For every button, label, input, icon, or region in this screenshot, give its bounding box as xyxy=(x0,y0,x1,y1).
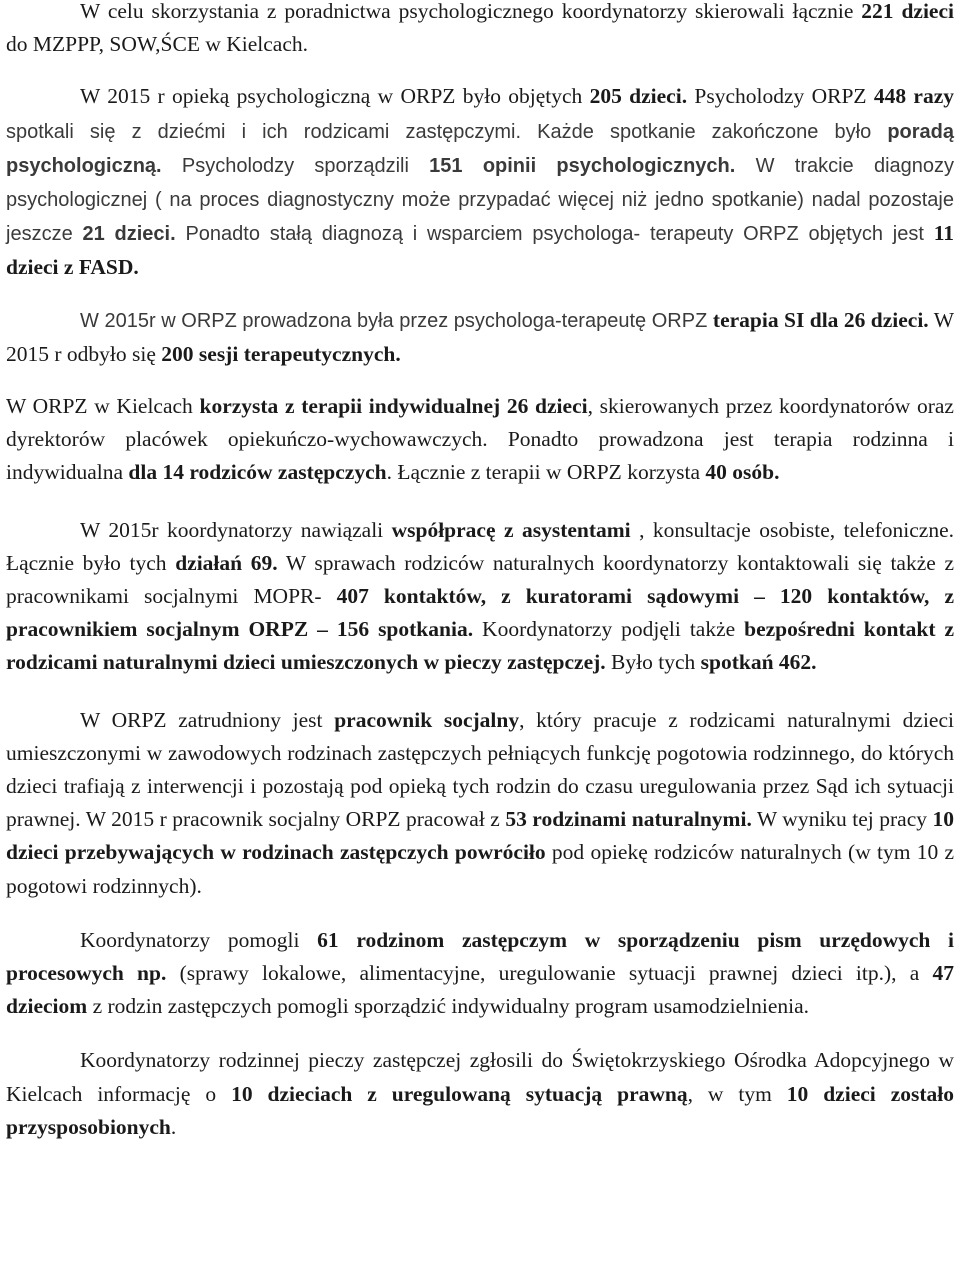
text-run: W wyniku tej pracy xyxy=(751,807,933,832)
emphasized-text: 47 dzieciom xyxy=(6,961,955,1019)
emphasized-text: pracownik socjalny xyxy=(334,707,520,732)
text-run: spotkali się z dziećmi i ich rodzicami zastępczymi xyxy=(6,120,516,143)
emphasized-text: 205 dzieci. xyxy=(589,84,688,109)
paragraph-social-worker xyxy=(6,704,954,903)
text-run: . xyxy=(170,1114,177,1139)
emphasized-text: działań 69. xyxy=(175,550,278,575)
text-run: . Każde spotkanie zakończone było xyxy=(515,120,888,143)
emphasized-text: bezpośredni kontakt z rodzicami naturalnymi dzieci umieszczonych w pieczy zastępczej. xyxy=(6,617,954,675)
text-run: , konsultacje osobiste, telefoniczne. Łącznie było tych xyxy=(6,517,955,575)
text-run: Psycholodzy sporządzili xyxy=(161,154,430,177)
emphasized-text: terapia SI dla 26 dzieci. xyxy=(712,307,929,332)
emphasized-text: dla 14 rodziców zastępczych xyxy=(128,460,387,485)
text-run: W 2015 r odbyło się xyxy=(6,307,954,366)
text-run: . Łącznie z terapii w ORPZ korzysta xyxy=(386,460,706,485)
text-run: Koordynatorzy rodzinnej pieczy zastępczej zgłosili do Świętokrzyskiego Ośrodka Adopcyjnego w Kielcach informację o xyxy=(6,1048,954,1106)
emphasized-text: 21 dzieci. xyxy=(82,223,176,246)
paragraph-individual-therapy xyxy=(6,390,954,490)
text-run: W sprawach rodziców naturalnych koordynatorzy kontaktowali się także z pracownikami socjalnymi MOPR- xyxy=(6,550,954,609)
text-run: W 2015r w ORPZ prowadzona była przez psychologa-terapeutę ORPZ xyxy=(80,309,713,332)
emphasized-text: 151 opinii psychologicznych. xyxy=(429,154,736,177)
text-run: Ponadto stałą diagnozą i wsparciem psychologa- terapeuty ORPZ objętych jest xyxy=(175,223,934,246)
emphasized-text: 61 rodzinom zastępczym w sporządzeniu pism urzędowych i procesowych np. xyxy=(6,927,954,986)
emphasized-text: spotkań 462. xyxy=(700,650,817,675)
emphasized-text: 10 dzieci przebywających w rodzinach zastępczych powróciło xyxy=(6,807,954,865)
text-run: W ORPZ zatrudniony jest xyxy=(80,707,335,732)
document-body xyxy=(6,0,954,1144)
text-run: z rodzin zastępczych pomogli sporządzić indywidualny program usamodzielnienia. xyxy=(87,994,810,1019)
text-run: , skierowanych przez koordynatorów oraz dyrektorów placówek opiekuńczo-wychowawczych. Ponadto prowadzona jest terapia rodzinna i indywidualna xyxy=(6,394,954,485)
emphasized-text: poradą psychologiczną. xyxy=(6,120,955,177)
text-run: W 2015r koordynatorzy nawiązali xyxy=(80,517,392,542)
text-run: W ORPZ w Kielcach xyxy=(6,394,200,419)
text-run: Koordynatorzy podjęli także xyxy=(473,617,745,642)
text-run: pod opiekę rodziców naturalnych (w tym 10 z pogotowi rodzinnych). xyxy=(6,840,955,898)
emphasized-text: 448 razy xyxy=(873,84,954,109)
text-run: (sprawy lokalowe, alimentacyjne, uregulowanie sytuacji prawnej dzieci itp.), a xyxy=(166,961,933,986)
text-run: , który pracuje z rodzicami naturalnymi dzieci umieszczonymi w zawodowych rodzinach zastępczych pełniących funkcję pogotowia rodzinnego, do których dzieci trafiają z interwencji i pozostają pod opieką tych rodzin do czasu uregulowania przez Sąd ich sytuacji prawnej. W 2015 r pracownik socjalny ORPZ pracował z xyxy=(6,707,954,832)
paragraph-official-documents xyxy=(6,924,954,1024)
emphasized-text: 221 dzieci xyxy=(861,0,954,23)
paragraph-cooperation xyxy=(6,514,954,680)
paragraph-adoption xyxy=(6,1044,954,1144)
text-run: , w tym xyxy=(687,1081,787,1106)
text-run: do MZPPP, SOW,ŚCE w Kielcach. xyxy=(6,32,309,57)
emphasized-text: współpracę z asystentami xyxy=(391,517,631,542)
emphasized-text: 53 rodzinami naturalnymi. xyxy=(505,807,752,832)
paragraph-referrals xyxy=(6,0,954,61)
emphasized-text: 11 dzieci z FASD. xyxy=(6,221,955,280)
paragraph-psychological-care xyxy=(6,80,954,284)
text-run: W trakcie diagnozy psychologicznej ( na proces diagnostyczny może przypadać więcej niż jedno spotkanie) nadal pozostaje jeszcze xyxy=(6,154,954,246)
text-run: Psycholodzy ORPZ xyxy=(687,84,874,109)
text-run: Koordynatorzy pomogli xyxy=(80,927,318,952)
paragraph-si-therapy xyxy=(6,304,954,371)
text-run: W 2015 r opieką psychologiczną w ORPZ było objętych xyxy=(80,84,590,109)
emphasized-text: 407 kontaktów, z kuratorami sądowymi – 120 kontaktów, z pracownikiem socjalnym ORPZ – 156 spotkania. xyxy=(6,584,954,642)
emphasized-text: 40 osób. xyxy=(705,460,780,485)
text-run: Było tych xyxy=(605,650,701,675)
emphasized-text: 10 dzieci zostało przysposobionych xyxy=(6,1081,954,1139)
emphasized-text: korzysta z terapii indywidualnej 26 dzieci xyxy=(199,394,588,419)
emphasized-text: 10 dzieciach z uregulowaną sytuacją prawną xyxy=(231,1081,688,1106)
text-run: W celu skorzystania z poradnictwa psychologicznego koordynatorzy skierowali łącznie xyxy=(80,0,862,23)
emphasized-text: 200 sesji terapeutycznych. xyxy=(161,341,401,366)
